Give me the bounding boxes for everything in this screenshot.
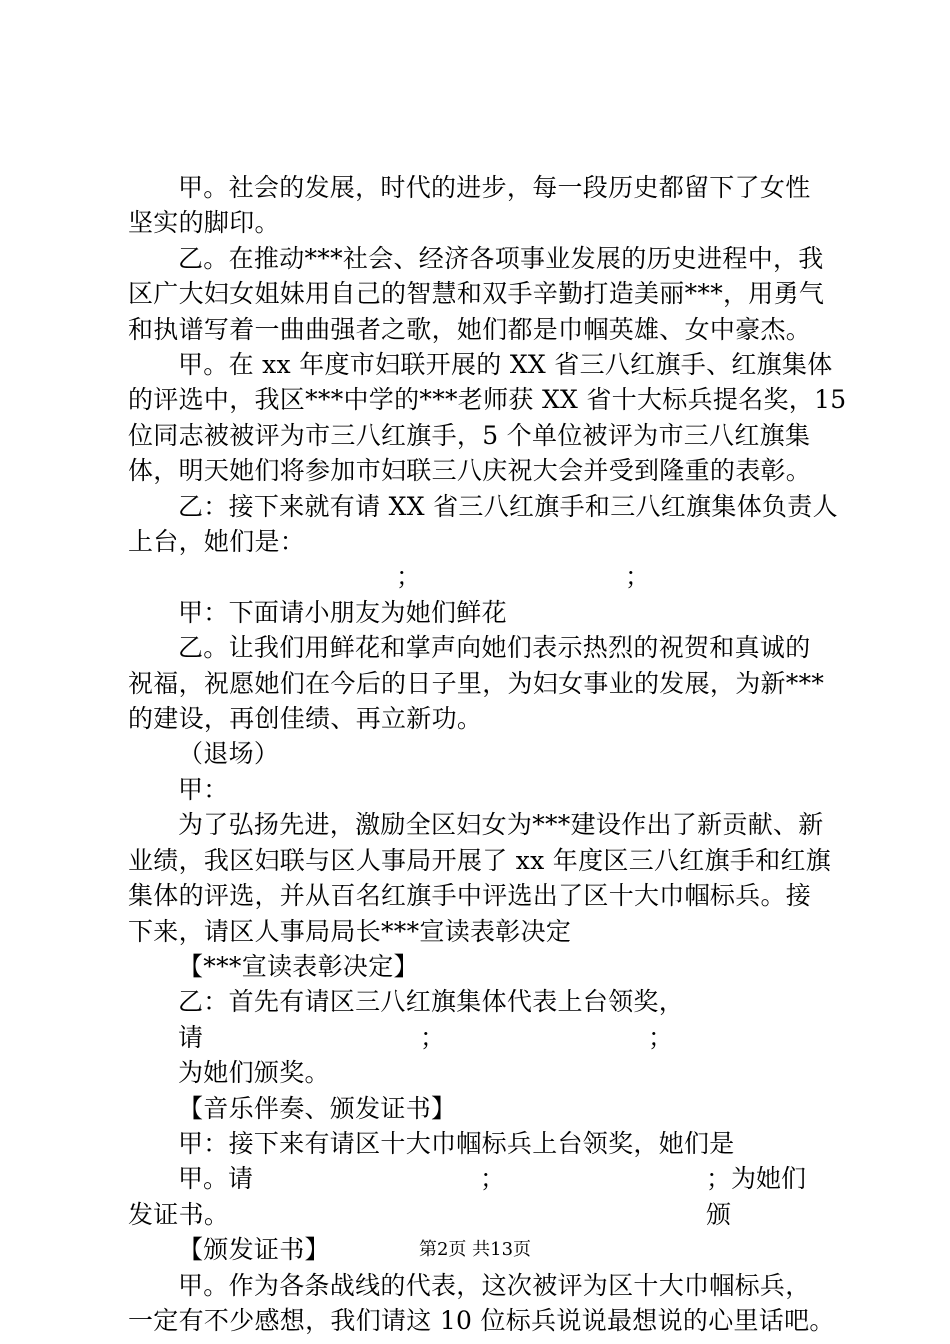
paragraph-3-line-3: 位同志被被评为市三八红旗手，5 个单位被评为市三八红旗集 — [128, 420, 811, 450]
paragraph-1-line-1: 甲。社会的发展，时代的进步，每一段历史都留下了女性 — [178, 173, 811, 202]
paragraph-3-line-1: 甲。在 xx 年度市妇联开展的 XX 省三八红旗手、红旗集体 — [178, 350, 833, 380]
paragraph-9-line-2: 业绩，我区妇联与区人事局开展了 xx 年度区三八红旗手和红旗 — [128, 845, 832, 875]
slot-semicolon: ； — [625, 562, 651, 592]
paragraph-17: 【颁发证书】 — [178, 1235, 330, 1265]
paragraph-7: （退场） — [178, 739, 280, 769]
paragraph-9-line-4: 下来，请区人事局局长***宣读表彰决定 — [128, 916, 572, 946]
paragraph-13: 【音乐伴奏、颁发证书】 — [178, 1093, 457, 1123]
name-slots-row-2 — [128, 1020, 828, 1055]
paragraph-3-line-4: 体，明天她们将参加市妇联三八庆祝大会并受到隆重的表彰。 — [128, 456, 812, 486]
paragraph-6-line-2: 祝福，祝愿她们在今后的日子里，为妇女事业的发展，为新*** — [128, 668, 825, 698]
paragraph-2-line-1: 乙。在推动***社会、经济各项事业发展的历史进程中，我 — [178, 243, 824, 273]
slot-semicolon: ； — [420, 1022, 446, 1052]
name-slots-row-1 — [128, 559, 828, 594]
paragraph-8: 甲： — [178, 774, 229, 804]
paragraph-11: 乙：首先有请区三八红旗集体代表上台领奖， — [178, 987, 685, 1017]
slot-semicolon-tail: ；为她们颁 — [706, 1164, 807, 1229]
paragraph-2-line-2: 区广大妇女姐妹用自己的智慧和双手辛勤打造美丽***，用勇气 — [128, 279, 825, 309]
paragraph-4-line-1: 乙：接下来就有请 XX 省三八红旗手和三八红旗集体负责人 — [178, 491, 838, 521]
slot-qing: 请 — [178, 1022, 204, 1052]
document-body — [128, 170, 847, 1338]
paragraph-9-line-1: 为了弘扬先进，激励全区妇女为***建设作出了新贡献、新 — [178, 810, 824, 840]
paragraph-6-line-1: 乙。让我们用鲜花和掌声向她们表示热烈的祝贺和真诚的 — [178, 633, 811, 663]
paragraph-4-line-2: 上台，她们是： — [128, 527, 306, 557]
slot-semicolon: ； — [396, 562, 422, 592]
paragraph-2-line-3: 和执谱写着一曲曲强者之歌，她们都是巾帼英雄、女中豪杰。 — [128, 314, 812, 344]
paragraph-16-line-2: 发证书。 — [128, 1199, 230, 1229]
page-footer: 第2页 共13页 — [418, 1239, 532, 1260]
slot-semicolon: ； — [648, 1022, 674, 1052]
paragraph-18-line-1: 甲。作为各条战线的代表，这次被评为区十大巾帼标兵， — [178, 1270, 811, 1300]
paragraph-14: 甲：接下来有请区十大巾帼标兵上台领奖，她们是 — [178, 1128, 735, 1158]
slot-semicolon: ； — [480, 1164, 506, 1194]
paragraph-18-line-2: 一定有不少感想，我们请这 10 位标兵说说最想说的心里话吧。 — [128, 1305, 835, 1335]
paragraph-6-line-3: 的建设，再创佳绩、再立新功。 — [128, 704, 483, 734]
slot-jia-qing: 甲。请 — [178, 1164, 254, 1194]
paragraph-1-line-2: 坚实的脚印。 — [128, 208, 280, 238]
paragraph-9-line-3: 集体的评选，并从百名红旗手中评选出了区十大巾帼标兵。接 — [128, 881, 812, 911]
paragraph-12: 为她们颁奖。 — [178, 1058, 330, 1088]
paragraph-3-line-2: 的评选中，我区***中学的***老师获 XX 省十大标兵提名奖，15 — [128, 385, 847, 415]
paragraph-10: 【***宣读表彰决定】 — [178, 951, 419, 981]
paragraph-5: 甲：下面请小朋友为她们鲜花 — [178, 597, 507, 627]
